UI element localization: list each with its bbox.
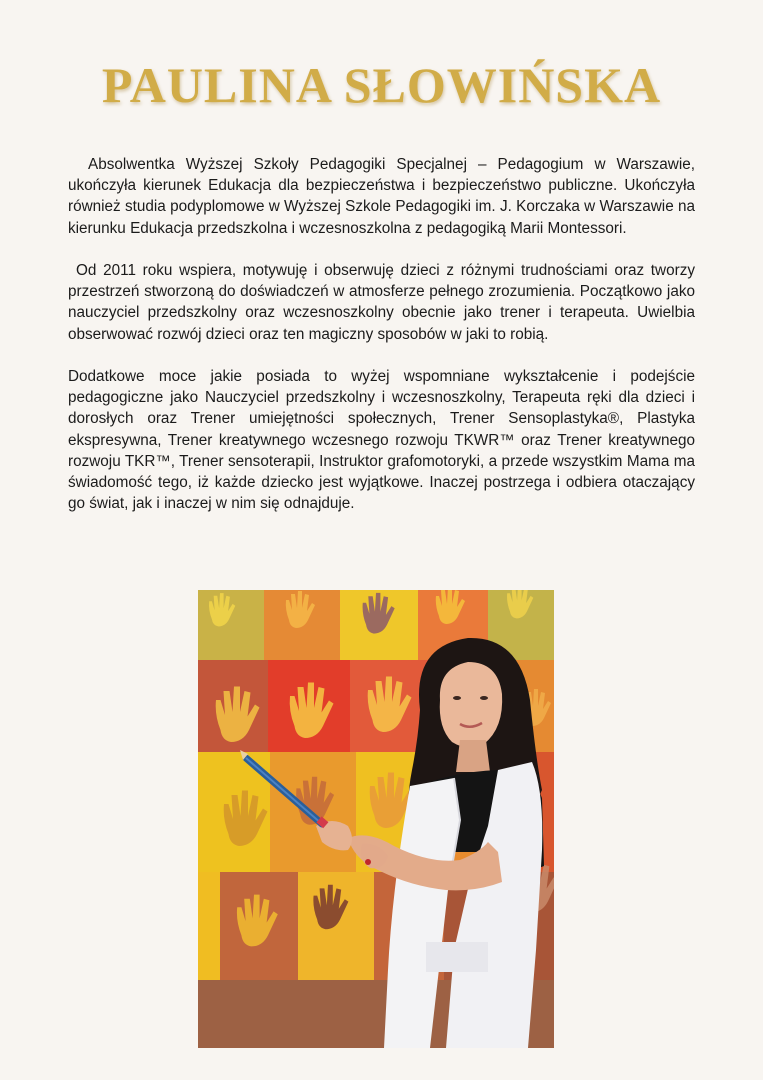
page-title: PAULINA SŁOWIŃSKA [101,57,662,113]
bio-paragraph-2: Od 2011 roku wspiera, motywuję i obserwuję dzieci z różnymi trudnościami oraz tworzy przestrzeń stworzoną do doświadczeń w atmosferze pełnego zrozumienia. Początkowo jako nauczyciel przedszkolny oraz wczesnoszkolny obecnie jako trener i terapeuta. Uwielbia obserwować rozwój dzieci oraz ten magiczny sposobów w jaki to robią. [68,262,695,343]
portrait-photo [198,590,554,1048]
bio-paragraph-3: Dodatkowe moce jakie posiada to wyżej wspomniane wykształcenie i podejście pedagogiczne jako Nauczyciel przedszkolny i wczesnoszkolny, Terapeuta ręki dla dzieci i dorosłych oraz Trener umiejętności społecznych, Trener Sensoplastyka®, Plastyka ekspresywna, Trener kreatywnego wczesnego rozwoju TKWR™ oraz Trener kreatywnego rozwoju TKR™, Trener sensoterapii, Instruktor grafomotoryki, a przede wszystkim Mama ma świadomość tego, iż każde dziecko jest wyjątkowe. Inaczej postrzega i odbiera otaczający go świat, jak i inaczej w nim się odnajduje. [68,368,695,513]
bio-paragraph-1: Absolwentka Wyższej Szkoły Pedagogiki Specjalnej – Pedagogium w Warszawie, ukończyła kierunek Edukacja dla bezpieczeństwa i bezpieczeństwo publiczne. Ukończyła również studia podyplomowe w Wyższej Szkole Pedagogiki im. J. Korczaka w Warszawie na kierunku Edukacja przedszkolna i wczesnoszkolna z pedagogiką Marii Montessori. [68,156,695,237]
bio-text [68,154,695,536]
